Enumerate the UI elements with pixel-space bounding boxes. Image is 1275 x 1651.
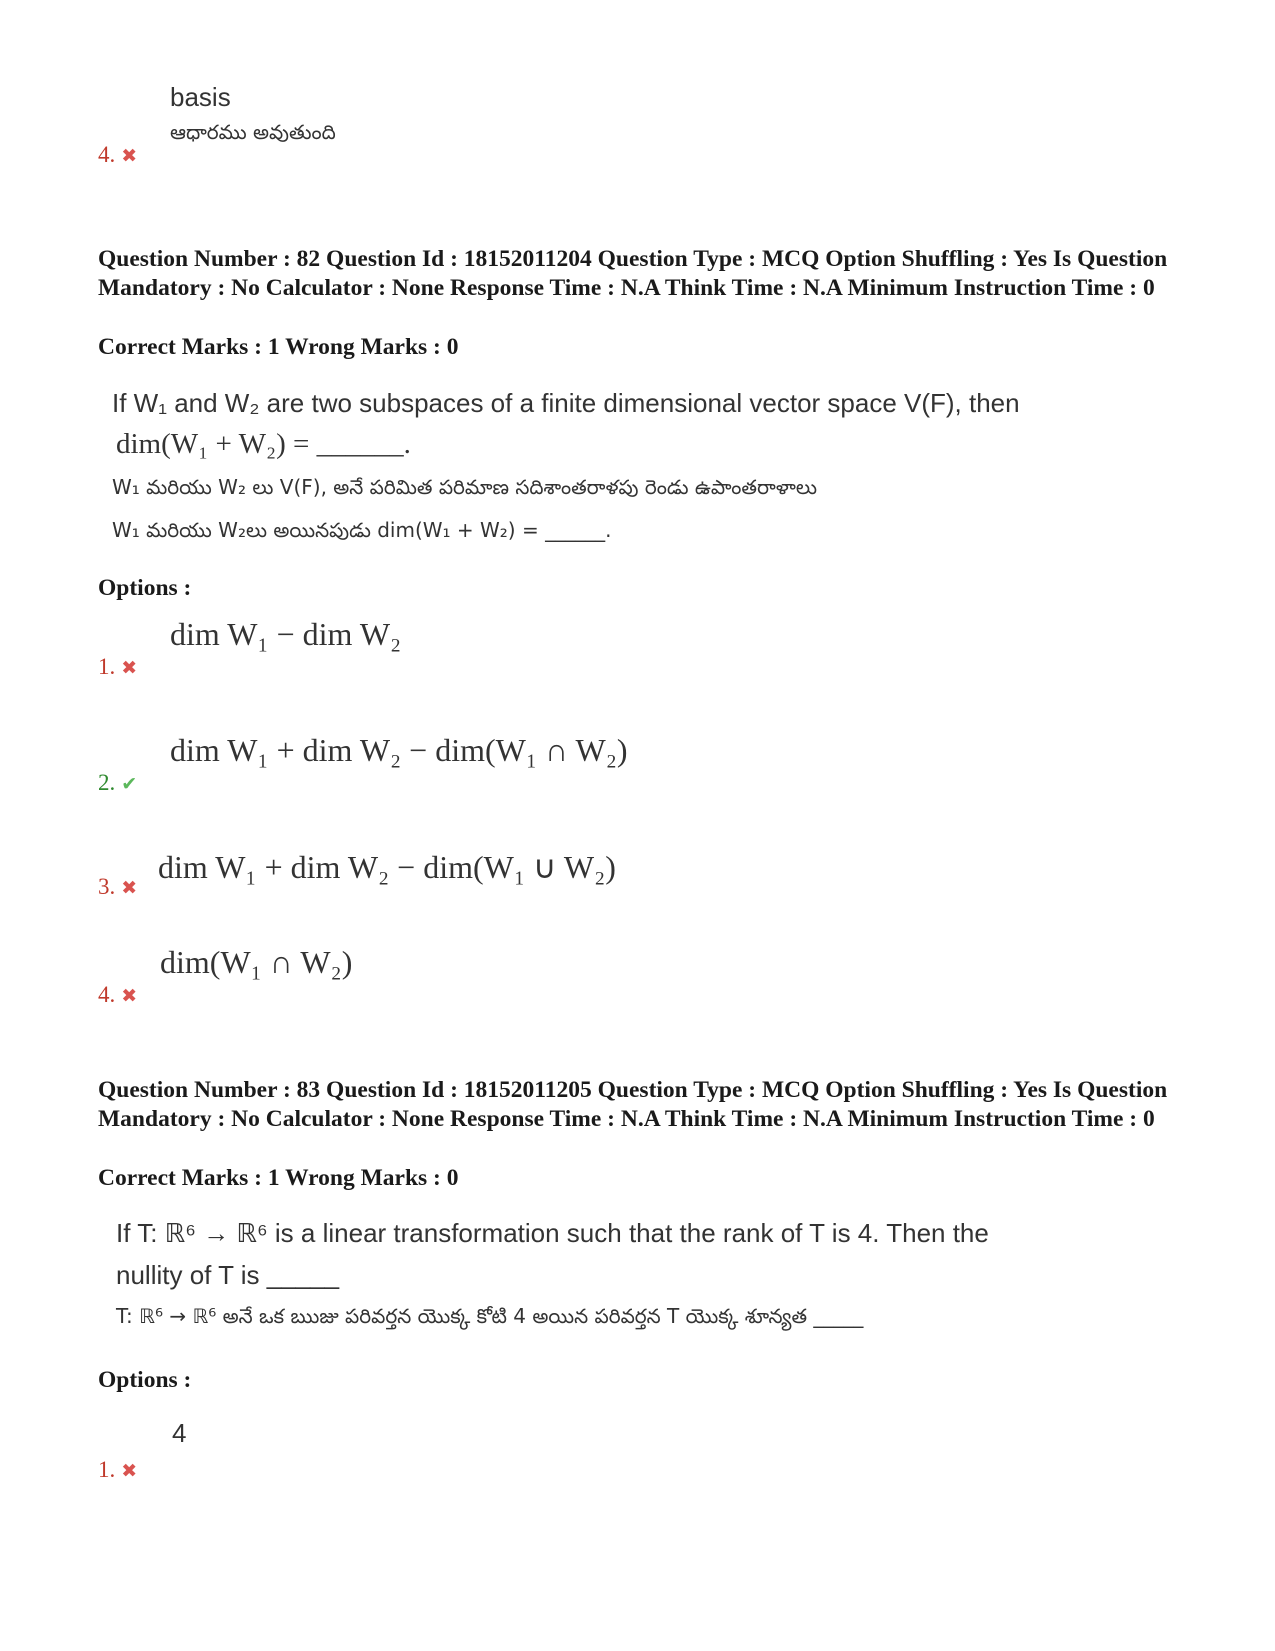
option-number: 4. bbox=[98, 142, 116, 167]
q83-option1 bbox=[98, 1457, 137, 1483]
cross-icon: ✖ bbox=[121, 145, 138, 167]
option-number: 4. bbox=[98, 982, 116, 1007]
cross-icon: ✖ bbox=[121, 877, 138, 899]
q82-option2 bbox=[98, 770, 137, 796]
option-number: 1. bbox=[98, 1457, 116, 1482]
prev-option4-number bbox=[98, 142, 137, 168]
cross-icon: ✖ bbox=[121, 985, 138, 1007]
q83-meta: Question Number : 83 Question Id : 18152011205 Question Type : MCQ Option Shuffling : Yes Is Question Mandatory : No Calculator : None Response Time : N.A Think Time : N.A Minimum Instruction Time : 0 bbox=[98, 1077, 1168, 1132]
cross-icon: ✖ bbox=[121, 1460, 138, 1482]
q83-question-en-line2: nullity of T is _____ bbox=[116, 1260, 340, 1290]
q82-option2-text: dim W₁ + dim W₂ − dim(W₁ ∩ W₂) bbox=[170, 732, 628, 768]
q83-marks: Correct Marks : 1 Wrong Marks : 0 bbox=[98, 1165, 459, 1191]
q82-options-label: Options : bbox=[98, 575, 192, 601]
prev-option4-telugu: ఆధారము అవుతుంది bbox=[170, 120, 336, 144]
q82-option4-text: dim(W₁ ∩ W₂) bbox=[160, 944, 353, 980]
q82-question-te-line1: W₁ మరియు W₂ లు V(F), అనే పరిమిత పరిమాణ సదిశాంతరాళపు రెండు ఉపాంతరాళాలు bbox=[112, 475, 817, 499]
q82-option3-text: dim W₁ + dim W₂ − dim(W₁ ∪ W₂) bbox=[158, 849, 616, 885]
q82-option4 bbox=[98, 982, 137, 1008]
q82-question-te-line2: W₁ మరియు W₂లు అయినపుడు dim(W₁ + W₂) = ______. bbox=[112, 518, 612, 542]
cross-icon: ✖ bbox=[121, 657, 138, 679]
option-number: 3. bbox=[98, 874, 116, 899]
q83-question-te-line1: T: ℝ⁶ → ℝ⁶ అనే ఒక ఋజు పరివర్తన యొక్క కోటి 4 అయిన పరివర్తన T యొక్క శూన్యత _____ bbox=[116, 1304, 864, 1328]
q82-option1-text: dim W₁ − dim W₂ bbox=[170, 616, 402, 652]
prev-option4-text: basis bbox=[170, 82, 231, 112]
q82-question-en-line1: If W₁ and W₂ are two subspaces of a finite dimensional vector space V(F), then bbox=[112, 388, 1020, 418]
q83-question-en-line1: If T: ℝ⁶ → ℝ⁶ is a linear transformation such that the rank of T is 4. Then the bbox=[116, 1218, 989, 1248]
q82-option3 bbox=[98, 874, 137, 900]
q83-options-label: Options : bbox=[98, 1367, 192, 1393]
q82-marks: Correct Marks : 1 Wrong Marks : 0 bbox=[98, 334, 459, 360]
check-icon: ✔ bbox=[121, 773, 138, 795]
q83-option1-text: 4 bbox=[172, 1418, 187, 1448]
option-number: 1. bbox=[98, 654, 116, 679]
q82-question-en-line2: dim(W₁ + W₂) = ______. bbox=[116, 428, 411, 460]
q82-meta: Question Number : 82 Question Id : 18152011204 Question Type : MCQ Option Shuffling : Yes Is Question Mandatory : No Calculator : None Response Time : N.A Think Time : N.A Minimum Instruction Time : 0 bbox=[98, 246, 1168, 301]
q82-option1 bbox=[98, 654, 137, 680]
option-number: 2. bbox=[98, 770, 116, 795]
